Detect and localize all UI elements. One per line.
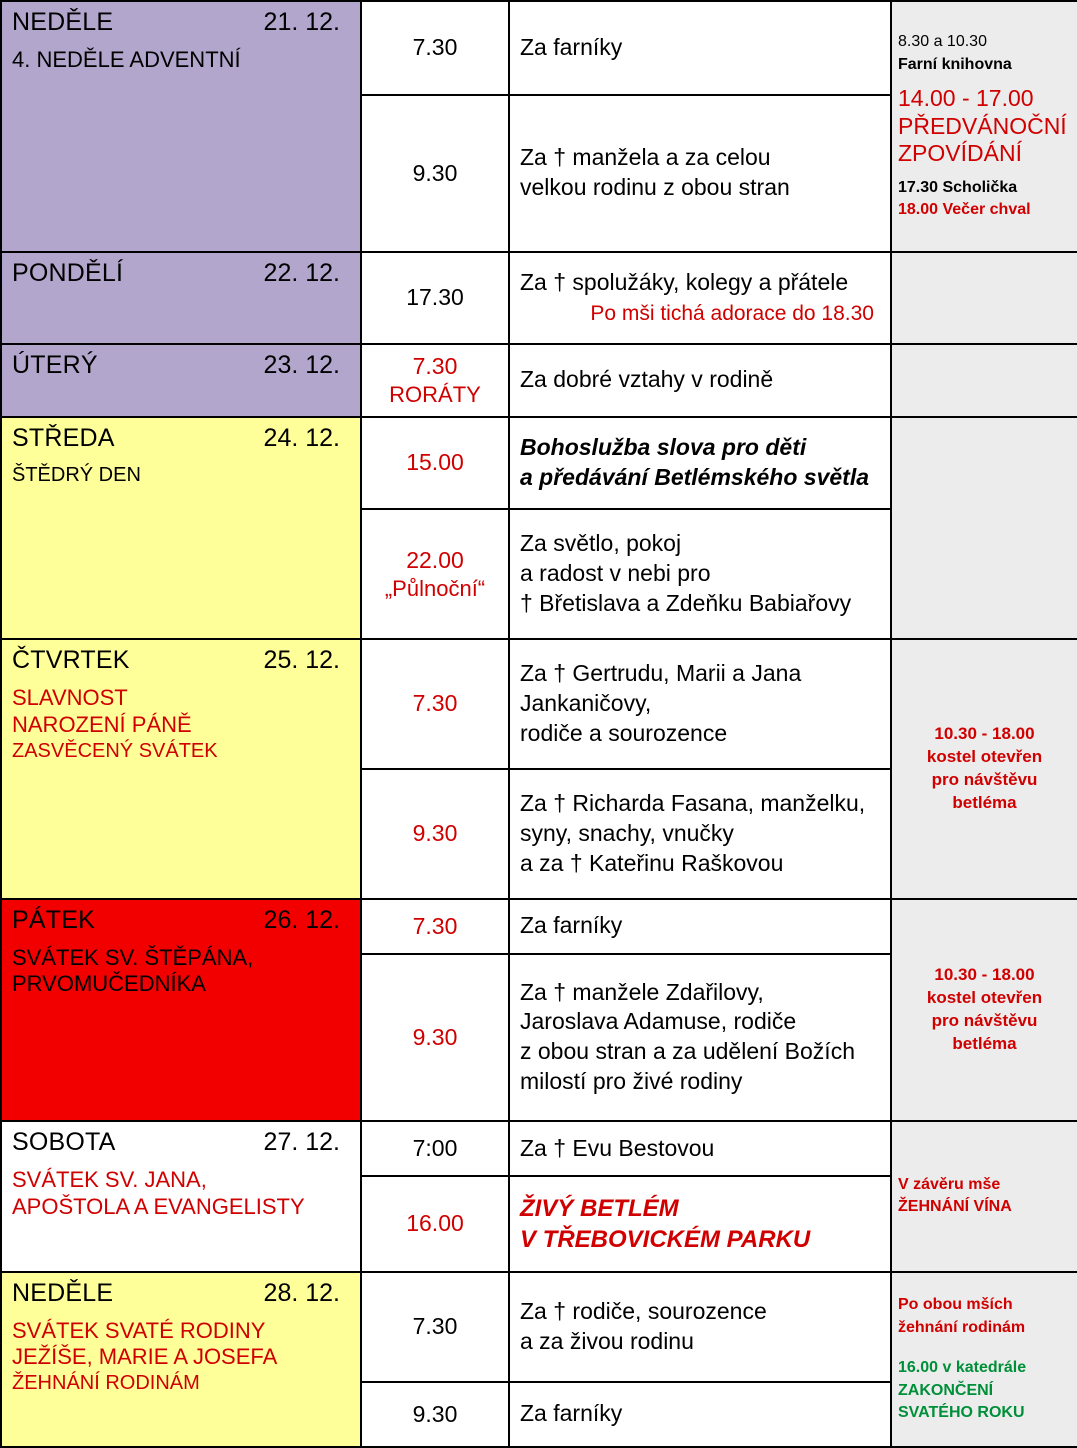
day-cell-content [2,253,360,343]
intention-text [510,1128,890,1170]
side-note-line: V závěru mše [898,1175,1001,1193]
side-note-line: PŘEDVÁNOČNÍ [898,112,1067,139]
day-subtitle-line: 4. NEDĚLE ADVENTNÍ [12,47,241,72]
service-time-note: RORÁTY [389,381,481,407]
service-time: 9.30 [412,159,458,186]
day-subtitle-line: SVÁTEK SV. ŠTĚPÁNA, [12,944,254,970]
day-cell-content [2,2,360,251]
service-time-cell [361,1272,509,1382]
day-subtitle-line: SVÁTEK SVATÉ RODINY [12,1317,266,1343]
intention-cell [509,1176,891,1272]
intention-text [510,905,890,947]
side-note-line: ŽEHNÁNÍ VÍNA [898,1198,1012,1216]
service-time-cell [361,899,509,954]
day-date: 27. 12. [263,1127,340,1156]
day-name: NEDĚLE [12,8,114,36]
side-note-line: 18.00 Večer chval [898,201,1031,219]
service-time-cell [361,252,509,344]
intention-line: a předávání Betlémského světla [520,463,869,490]
side-note-cell [891,344,1077,417]
table-row [1,1121,1077,1176]
intention-cell [509,954,891,1121]
intention-line: Za dobré vztahy v rodině [520,366,774,393]
day-subtitle [12,1167,350,1221]
intention-line: Jaroslava Adamuse, rodiče [520,1008,797,1035]
intention-line: Za světlo, pokoj [520,530,682,557]
side-note-line: ZAKONČENÍ [898,1381,994,1399]
table-row [1,1272,1077,1382]
day-header [12,259,350,288]
service-time-cell [361,95,509,252]
day-header [12,1279,350,1308]
table-row [1,252,1077,344]
service-time: 16.00 [406,1210,464,1237]
side-note-cell [891,417,1077,639]
intention-line: Za † Richarda Fasana, manželku, [520,789,866,816]
schedule-body [1,1,1077,1447]
side-note-line: Farní knihovna [898,55,1012,73]
day-subtitle [12,463,350,487]
side-note-cell [891,1272,1077,1447]
day-date: 23. 12. [263,350,340,379]
intention-cell [509,769,891,899]
intention-cell [509,639,891,769]
day-date: 21. 12. [263,8,340,36]
day-name: SOBOTA [12,1127,116,1156]
day-cell [1,417,361,639]
day-name: STŘEDA [12,423,115,452]
day-header [12,906,350,935]
side-note-content [892,958,1077,1062]
intention-line: a za živou rodinu [520,1327,694,1354]
service-time-cell [361,1176,509,1272]
intention-line: velkou rodinu z obou stran [520,174,790,201]
intention-line: milostí pro živé rodiny [520,1068,743,1095]
day-subtitle [12,47,350,74]
day-header [12,8,350,37]
intention-cell [509,252,891,344]
intention-cell [509,1,891,95]
day-subtitle-line: ŽEHNÁNÍ RODINÁM [12,1372,200,1395]
day-cell-content [2,345,360,416]
service-time: 9.30 [412,1023,458,1050]
day-name: ČTVRTEK [12,645,130,674]
day-subtitle-line: ŠTĚDRÝ DEN [12,463,141,486]
service-time: 7.30 [412,34,458,61]
side-note-line: kostel otevřen [926,987,1043,1007]
intention-text [510,523,890,625]
day-header [12,351,350,380]
day-subtitle-line: SVÁTEK SV. JANA, [12,1166,207,1192]
side-note-line: ZPOVÍDÁNÍ [898,140,1022,167]
intention-cell [509,417,891,509]
side-note-cell [891,899,1077,1121]
intention-line: Za † Evu Bestovou [520,1134,715,1161]
day-cell [1,899,361,1121]
service-time: 7.30 [412,353,458,379]
side-note-cell [891,639,1077,899]
side-note-line: betléma [952,1033,1017,1053]
intention-line: Za farníky [520,912,623,939]
intention-cell [509,95,891,252]
service-time-cell [361,954,509,1121]
intention-text [510,972,890,1104]
table-row [1,417,1077,509]
side-note-line: pro návštěvu [931,769,1038,789]
side-note-line: SVATÉHO ROKU [898,1403,1025,1421]
side-note-line: 17.30 Scholička [898,178,1018,196]
day-cell-content [2,1122,360,1271]
day-date: 22. 12. [263,258,340,287]
day-date: 24. 12. [263,423,340,452]
table-row [1,344,1077,417]
day-cell [1,344,361,417]
side-note-line: kostel otevřen [926,746,1043,766]
day-name: PÁTEK [12,905,95,934]
service-time-cell [361,417,509,509]
side-note-content [892,1170,1077,1223]
day-subtitle [12,945,350,999]
service-time: 9.30 [412,1400,458,1427]
day-cell-content [2,418,360,638]
intention-line: z obou stran a za udělení Božích [520,1038,855,1065]
day-subtitle-line: PRVOMUČEDNÍKA [12,971,206,997]
day-cell [1,1121,361,1272]
intention-line: Za † rodiče, sourozence [520,1297,767,1324]
service-time: 17.30 [406,284,464,311]
table-row [1,899,1077,954]
day-subtitle-line: JEŽÍŠE, MARIE A JOSEFA [12,1344,278,1370]
intention-line: Jankaničovy, [520,689,652,716]
day-cell [1,252,361,344]
day-subtitle-line: APOŠTOLA A EVANGELISTY [12,1193,305,1219]
intention-text [510,1393,890,1435]
service-time: 7.30 [412,912,458,939]
day-subtitle-line: ZASVĚCENÝ SVÁTEK [12,739,218,762]
intention-line: Za † spolužáky, kolegy a přátele [520,269,849,296]
service-time: 7.30 [412,1313,458,1340]
side-note-cell [891,1,1077,252]
intention-line: † Břetislava a Zdeňku Babiařovy [520,589,852,616]
side-note-spacer [898,1348,1071,1357]
intention-line: Za farníky [520,33,623,60]
service-time-cell [361,1,509,95]
intention-line: a za † Kateřinu Raškovou [520,849,784,876]
service-time: 15.00 [406,449,464,476]
day-date: 25. 12. [263,645,340,674]
side-note-content [892,1290,1077,1428]
service-time-cell [361,1121,509,1176]
intention-text [510,1291,890,1363]
side-note-line: 16.00 v katedrále [898,1359,1027,1377]
side-note-line: Po obou mších [898,1296,1013,1314]
intention-text [510,653,890,755]
intention-text [510,262,890,333]
intention-cell [509,899,891,954]
intention-line: Bohoslužba slova pro děti [520,433,807,460]
day-cell-content [2,1273,360,1446]
side-note-spacer [898,168,1071,177]
side-note-line: 8.30 a 10.30 [898,33,987,51]
day-cell-content [2,640,360,898]
day-subtitle [12,1318,350,1396]
intention-line: rodiče a sourozence [520,719,728,746]
intention-text [510,137,890,209]
side-note-cell [891,1121,1077,1272]
intention-line: Za † manžela a za celou [520,144,771,171]
side-note-line: 10.30 - 18.00 [934,964,1035,984]
side-note-spacer [898,76,1071,85]
day-date: 28. 12. [263,1278,340,1307]
intention-line: Za farníky [520,1400,623,1427]
intention-line: V TŘEBOVICKÉM PARKU [520,1225,811,1253]
day-subtitle-line: SLAVNOST [12,684,128,710]
intention-cell [509,1121,891,1176]
service-time-note: „Půlnoční“ [384,575,486,601]
intention-line: a radost v nebi pro [520,560,711,587]
service-time-cell [361,639,509,769]
day-name: ÚTERÝ [12,350,98,379]
service-time-cell [361,769,509,899]
intention-text [510,783,890,885]
service-time: 9.30 [412,820,458,847]
intention-text [510,27,890,69]
intention-line: syny, snachy, vnučky [520,819,734,846]
day-header [12,424,350,453]
intention-line: Za † manžele Zdařilovy, [520,978,764,1005]
service-time: 22.00 [406,546,464,573]
side-note-line: žehnání rodinám [898,1318,1026,1336]
service-time: 7:00 [412,1135,458,1162]
side-note-line: pro návštěvu [931,1010,1038,1030]
side-note-content [892,717,1077,821]
intention-text [510,359,890,401]
day-date: 26. 12. [263,905,340,934]
day-cell-content [2,900,360,1120]
day-name: PONDĚLÍ [12,258,124,287]
intention-text [510,427,890,499]
day-subtitle [12,685,350,763]
side-note-spacer [898,1339,1071,1348]
day-cell [1,1,361,252]
service-time-cell [361,344,509,417]
intention-text [510,1187,890,1261]
intention-cell [509,1382,891,1447]
intention-cell [509,344,891,417]
table-row [1,639,1077,769]
day-header [12,1128,350,1157]
side-note-line: 14.00 - 17.00 [898,85,1034,112]
service-time: 7.30 [412,690,458,717]
day-header [12,646,350,675]
day-name: NEDĚLE [12,1278,114,1307]
intention-line: ŽIVÝ BETLÉM [520,1194,679,1222]
side-note-content [892,27,1077,225]
table-row [1,1,1077,95]
day-cell [1,639,361,899]
service-time-cell [361,509,509,639]
side-note-cell [891,252,1077,344]
intention-line: Za † Gertrudu, Marii a Jana [520,660,802,686]
side-note-line: betléma [952,792,1017,812]
service-time-cell [361,1382,509,1447]
day-subtitle-line: NAROZENÍ PÁNĚ [12,711,192,737]
side-note-line: 10.30 - 18.00 [934,723,1035,743]
intention-cell [509,1272,891,1382]
intention-cell [509,509,891,639]
day-cell [1,1272,361,1447]
intention-extra-note: Po mši tichá adorace do 18.30 [590,302,874,326]
